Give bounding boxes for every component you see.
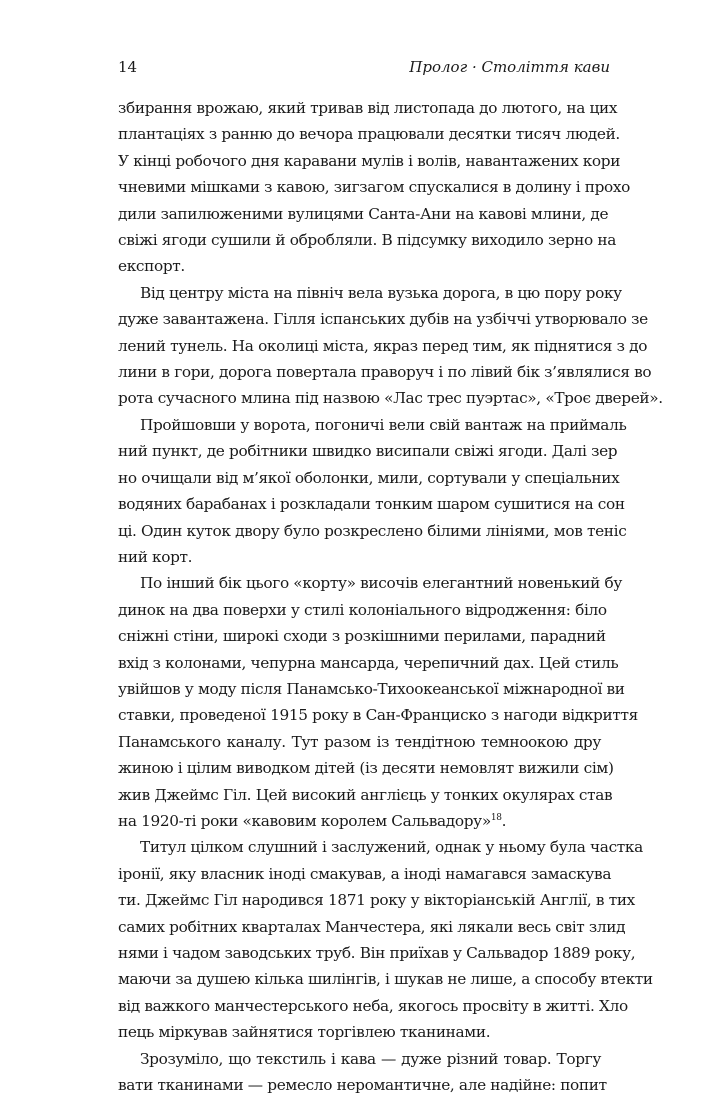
line-text: нями і чадом заводських труб. Він приїхав у Сальвадор 1889 року, [118,944,636,962]
footnote-reference: 18 [490,812,502,823]
text-line [118,544,601,570]
line-text: іронії, яку власник іноді смакував, а іноді намагався замаскува [118,864,612,883]
line-text: від важкого манчестерського неба, якогось просвіту в житті. Хло [118,996,628,1015]
text-line [118,333,648,359]
text-line [118,993,628,1019]
line-text: сніжні стіни, широкі сходи з розкішними перилами, парадний [118,627,606,646]
line-text: динок на два поверхи у стилі колоніального відродження: біло [118,600,607,619]
line-text: увійшов у моду після Панамсько-Тихоокеанської міжнародної ви [118,679,625,698]
line-text: експорт. [118,257,185,276]
paragraph [118,570,638,834]
line-text: Пройшовши у ворота, погоничі вели свій вантаж на приймаль [140,415,627,434]
running-head-title: Пролог · Століття кави [409,58,610,76]
line-text: ти. Джеймс Гіл народився 1871 року у вікторіанській Англії, в тих [118,891,635,910]
line-text: По інший бік цього «корту» височів елегантний новенький бу [140,574,623,593]
text-line [118,1072,607,1098]
text-line [118,1019,601,1045]
line-text: ний пункт, де робітники швидко висипали свіжі ягоди. Далі зер [118,442,618,461]
paragraph [118,280,663,412]
line-text: ний корт. [118,547,193,566]
line-text: вхід з колонами, чепурна мансарда, черепичний дах. Цей стиль [118,653,619,672]
text-line [118,412,627,438]
line-text: чневими мішками з кавою, зигзагом спускалися в долину і прохо [118,178,631,197]
text-line: на 1920-ті роки «кавовим королем Сальвадору»$^{18}$. [118,811,507,830]
line-text: пець міркував зайнятися торгівлею тканинами. [118,1023,491,1042]
running-head [118,55,610,79]
line-text: дили запилюженими вулицями Санта-Ани на кавові млини, де [118,204,609,223]
text-line [118,597,607,623]
text-line [118,518,627,544]
line-text: водяних барабанах і розкладали тонким шаром сушитися на сон [118,495,625,514]
line-text: рота сучасного млина під назвою «Лас трес пуэртас», «Троє дверей». [118,389,663,408]
text-line [118,914,626,940]
line-text: маючи за душею кілька шилінгів, і шукав не лише, а способу втекти [118,970,653,989]
line-text: жив Джеймс Гіл. Цей високий англієць у тонких окулярах став [118,785,613,804]
body-text [118,95,663,1098]
text-line [118,940,636,966]
paragraph [118,1046,607,1098]
line-text: Від центру міста на північ вела вузька дорога, в цю пору року [140,283,622,302]
text-line [118,887,635,913]
line-text: жиною і цілим виводком дітей (із десяти немовлят вижили сім) [118,759,614,778]
line-text: самих робітних кварталах Манчестера, які лякали весь світ злид [118,917,626,936]
text-line [118,306,648,332]
line-text: дуже завантажена. Гілля іспанських дубів на узбіччі утворювало зе [118,310,648,329]
line-text: вати тканинами — ремесло неромантичне, але надійне: попит [118,1076,607,1095]
page-number: 14 [118,58,138,76]
text-line [118,174,631,200]
text-line [118,570,623,596]
text-line [118,650,619,676]
text-line [118,1046,601,1072]
text-line [118,729,601,755]
text-line [118,253,601,279]
text-line [118,702,638,728]
text-line [118,861,612,887]
text-line [118,227,617,253]
text-line [118,755,614,781]
line-text: Зрозуміло, що текстиль і кава — дуже різний товар. Торгу [140,1049,601,1068]
text-line [118,201,609,227]
paragraph [118,412,627,570]
line-text: Панамського каналу. Тут разом із тендітною темноокою дру [118,732,601,751]
line-text: на 1920-ті роки «кавовим королем Сальвадору» [118,811,491,830]
text-line [118,782,613,808]
line-text: ці. Один куток двору було розкреслено білими лініями, мов теніс [118,521,627,540]
text-line [118,966,653,992]
text-line [118,95,618,121]
line-text: Титул цілком слушний і заслужений, однак у ньому була частка [140,838,643,857]
text-line [118,465,620,491]
text-line [118,148,621,174]
line-text: лений тунель. На околиці міста, якраз перед тим, як піднятися з до [118,336,648,355]
text-line [118,491,625,517]
line-text: плантаціях з ранню до вечора працювали десятки тисяч людей. [118,125,620,144]
text-line [118,676,625,702]
line-text: свіжі ягоди сушили й обробляли. В підсумку виходило зерно на [118,231,617,250]
text-line [118,385,663,411]
line-text: У кінці робочого дня каравани мулів і волів, навантажених кори [118,151,621,170]
line-text: но очищали від м’якої оболонки, мили, сортували у спеціальних [118,468,620,487]
line-text: збирання врожаю, який тривав від листопада до лютого, на цих [118,99,618,117]
text-line [118,280,622,306]
line-text: лини в гори, дорога повертала праворуч і по лівий бік з’являлися во [118,363,652,382]
text-line [118,438,618,464]
text-line [118,834,643,860]
text-line [118,623,606,649]
text-line [118,359,652,385]
paragraph [118,95,631,280]
paragraph [118,834,653,1045]
line-text: ставки, проведеної 1915 року в Сан-Франциско з нагоди відкриття [118,706,638,725]
text-line [118,121,620,147]
